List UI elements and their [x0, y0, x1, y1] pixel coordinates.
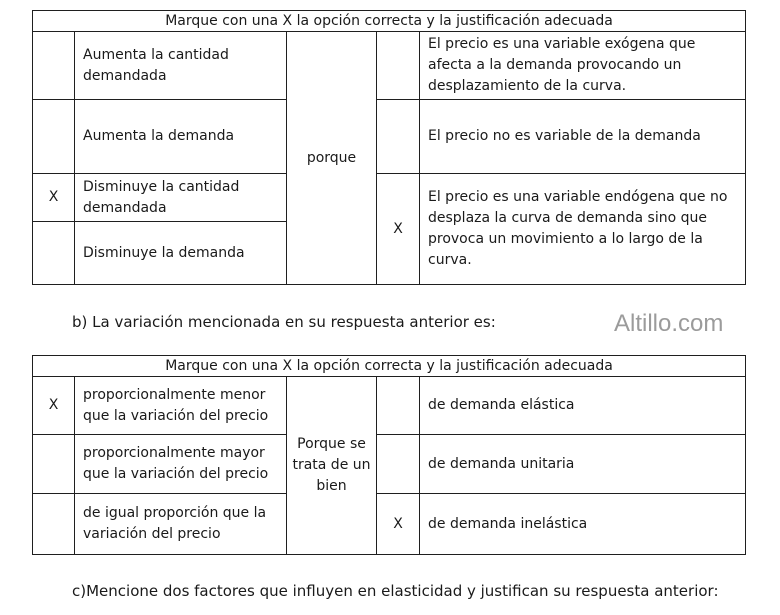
table1-left-mark-4[interactable] — [33, 222, 75, 285]
table2-connector: Porque se trata de un bien — [287, 377, 377, 555]
table1-right-option-3: El precio es una variable endógena que no desplaza la curva de demanda sino que provoca un movimiento a lo largo de la curva. — [420, 174, 746, 285]
answer-table-1 — [32, 10, 746, 285]
table1-left-mark-3[interactable]: X — [33, 174, 75, 222]
table2-left-mark-1[interactable]: X — [33, 377, 75, 435]
watermark-logo: Altillo.com — [614, 310, 724, 337]
table2-left-mark-2[interactable] — [33, 435, 75, 494]
table1-header: Marque con una X la opción correcta y la justificación adecuada — [33, 11, 746, 32]
table2-right-option-3: de demanda inelástica — [420, 494, 746, 555]
table1-left-option-1: Aumenta la cantidad demandada — [75, 32, 287, 100]
table1-right-mark-3[interactable]: X — [377, 174, 420, 285]
table2-left-option-2: proporcionalmente mayor que la variación del precio — [75, 435, 287, 494]
question-c: c)Mencione dos factores que influyen en elasticidad y justifican su respuesta anterior: — [72, 582, 719, 600]
table1-right-option-1: El precio es una variable exógena que afecta a la demanda provocando un desplazamiento de la curva. — [420, 32, 746, 100]
question-b: b) La variación mencionada en su respuesta anterior es: — [72, 313, 496, 331]
table2-header: Marque con una X la opción correcta y la justificación adecuada — [33, 356, 746, 377]
table2-left-option-1: proporcionalmente menor que la variación del precio — [75, 377, 287, 435]
table1-right-mark-2[interactable] — [377, 100, 420, 174]
table1-left-option-4: Disminuye la demanda — [75, 222, 287, 285]
table1-left-option-3: Disminuye la cantidad demandada — [75, 174, 287, 222]
table2-right-mark-1[interactable] — [377, 377, 420, 435]
table1-right-option-2: El precio no es variable de la demanda — [420, 100, 746, 174]
table2-right-option-1: de demanda elástica — [420, 377, 746, 435]
table1-left-mark-1[interactable] — [33, 32, 75, 100]
table1-connector: porque — [287, 32, 377, 285]
table2-right-mark-3[interactable]: X — [377, 494, 420, 555]
table1-left-mark-2[interactable] — [33, 100, 75, 174]
table2-left-mark-3[interactable] — [33, 494, 75, 555]
table1-right-mark-1[interactable] — [377, 32, 420, 100]
table2-right-option-2: de demanda unitaria — [420, 435, 746, 494]
table2-left-option-3: de igual proporción que la variación del precio — [75, 494, 287, 555]
table1-left-option-2: Aumenta la demanda — [75, 100, 287, 174]
answer-table-2 — [32, 355, 746, 555]
table2-right-mark-2[interactable] — [377, 435, 420, 494]
